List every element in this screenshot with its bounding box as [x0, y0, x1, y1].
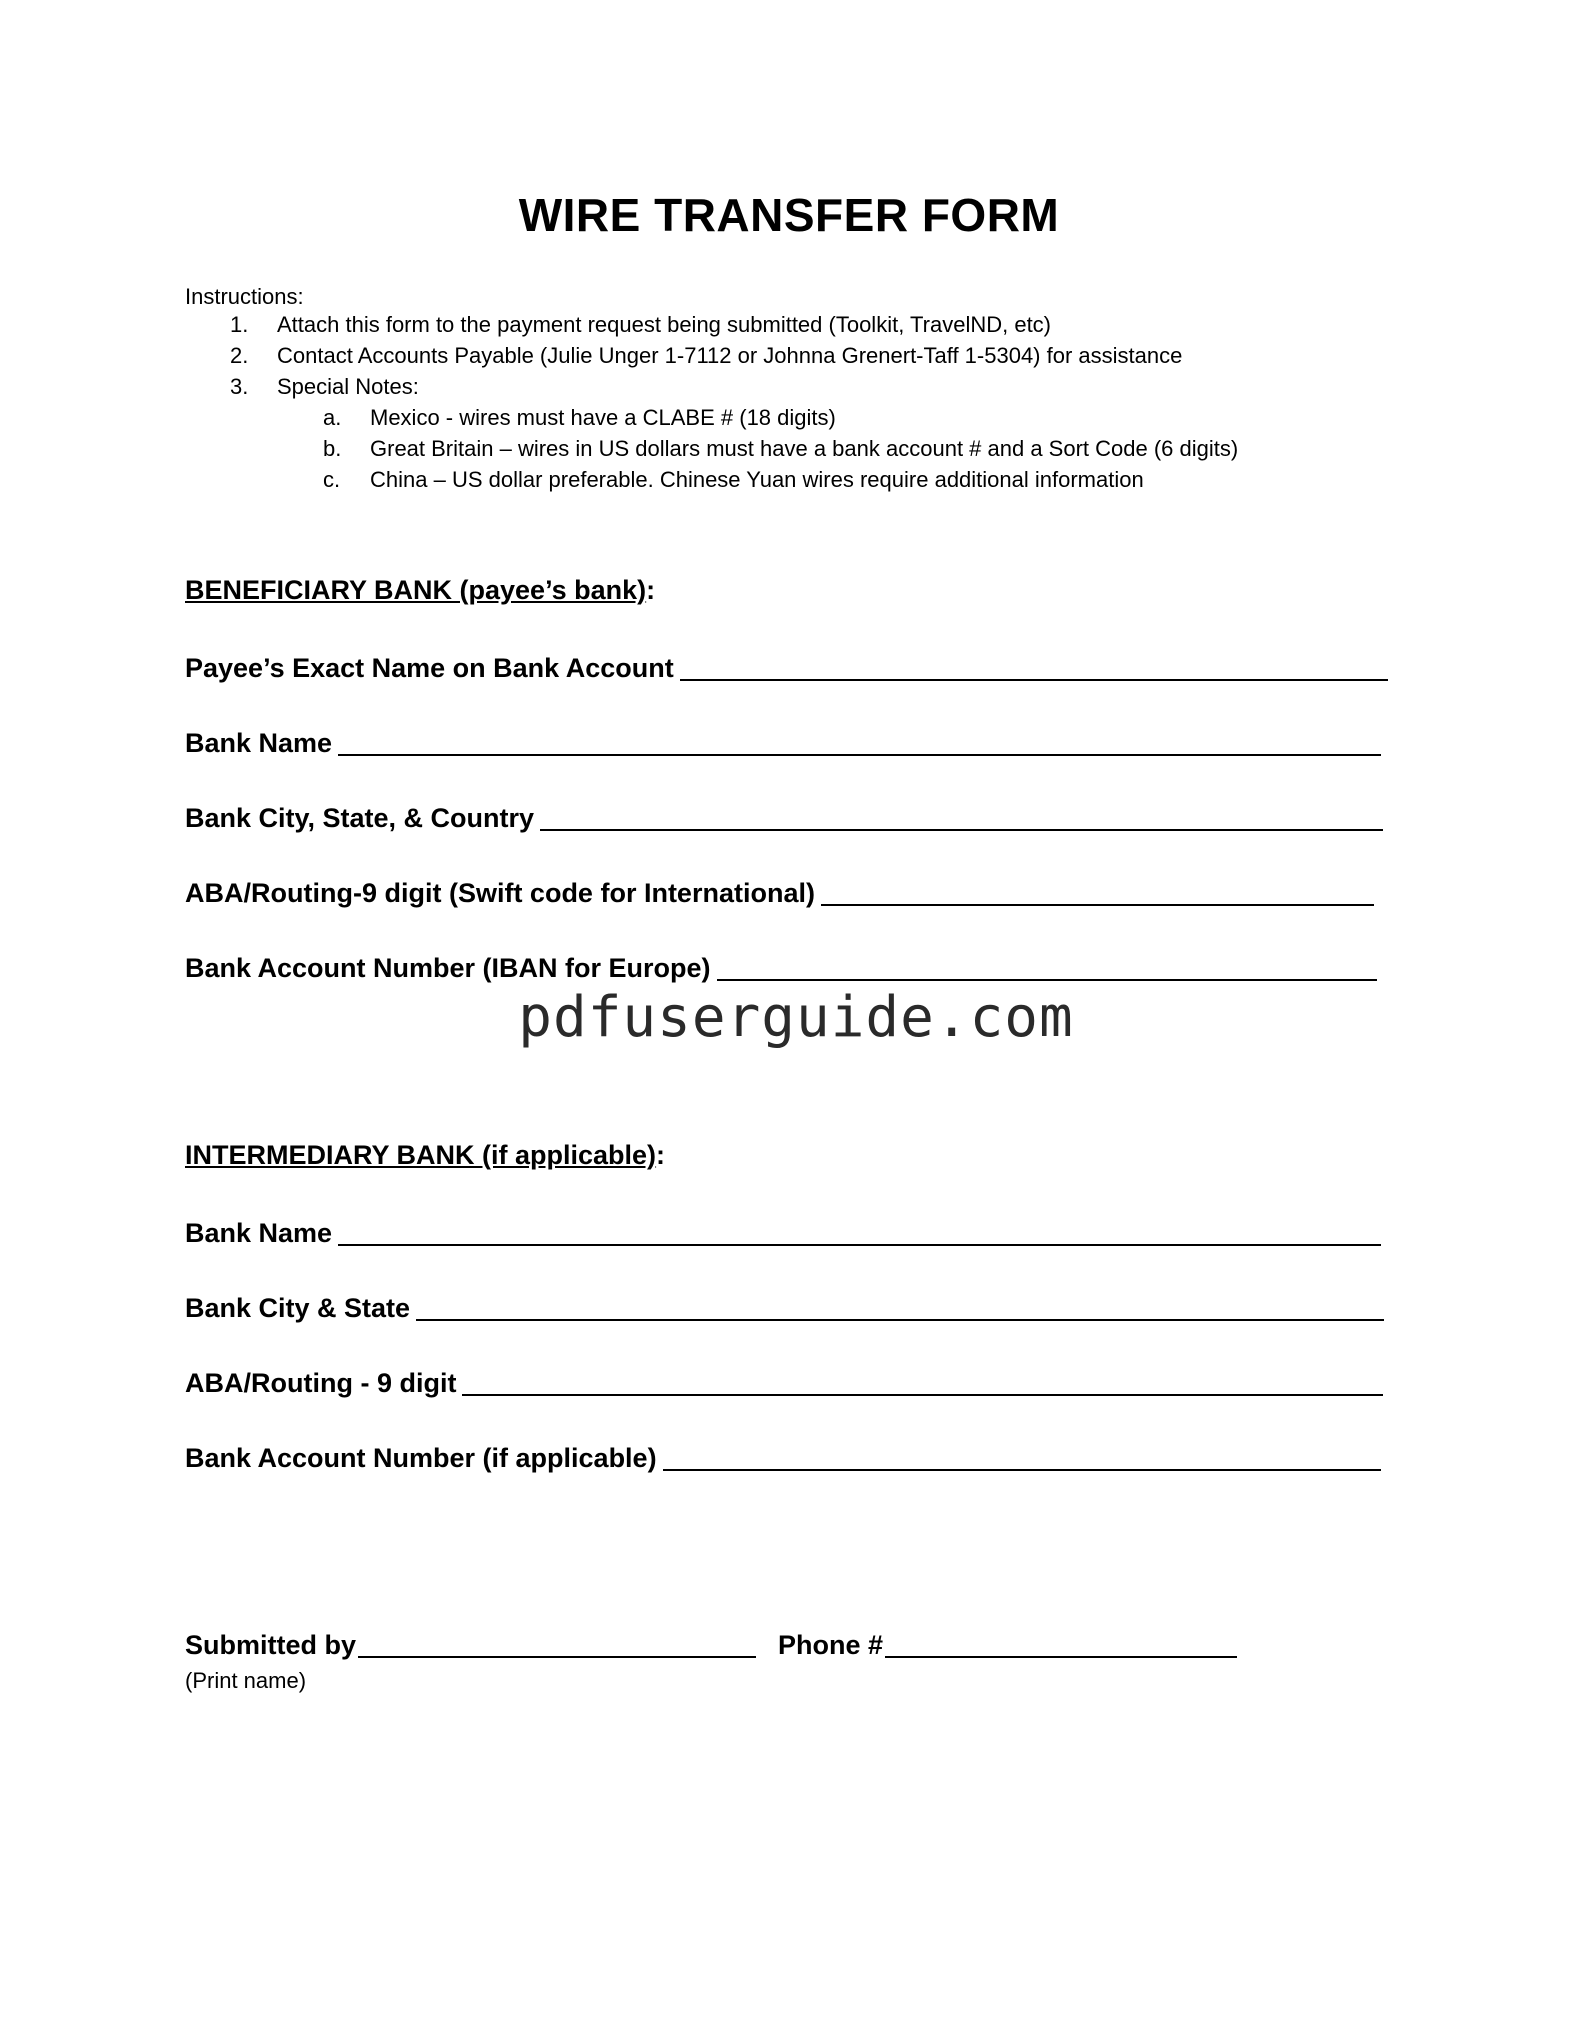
special-note-letter: c.	[323, 467, 341, 492]
phone-field[interactable]	[778, 1627, 1237, 1661]
intermediary-bank-location-field[interactable]	[185, 1290, 1384, 1324]
bank-location-line[interactable]	[416, 1293, 1384, 1321]
submitted-by-label: Submitted by	[185, 1630, 357, 1660]
bank-name-line[interactable]	[338, 1218, 1381, 1246]
instructions-heading: Instructions:	[185, 284, 304, 309]
intermediary-bank-name-field[interactable]	[185, 1215, 1381, 1249]
routing-line[interactable]	[462, 1368, 1383, 1396]
heading-colon: :	[646, 575, 656, 605]
routing-line[interactable]	[821, 878, 1374, 906]
instruction-item: Attach this form to the payment request being submitted (Toolkit, TravelND, etc)	[277, 312, 1052, 337]
payee-name-label: Payee’s Exact Name on Bank Account	[185, 653, 674, 683]
instruction-item: Contact Accounts Payable (Julie Unger 1-7112 or Johnna Grenert-Taff 1-5304) for assistance	[277, 343, 1183, 368]
intermediary-routing-field[interactable]	[185, 1365, 1383, 1399]
phone-label: Phone #	[778, 1630, 884, 1660]
beneficiary-routing-field[interactable]	[185, 875, 1374, 909]
beneficiary-heading-text: BENEFICIARY BANK (payee’s bank)	[185, 575, 647, 605]
phone-line[interactable]	[885, 1630, 1237, 1658]
beneficiary-account-field[interactable]	[185, 950, 1377, 984]
beneficiary-heading	[185, 575, 655, 606]
account-label: Bank Account Number (if applicable)	[185, 1443, 657, 1473]
beneficiary-bank-name-field[interactable]	[185, 725, 1381, 759]
watermark-text: pdfuserguide.com	[518, 985, 1074, 1050]
account-label: Bank Account Number (IBAN for Europe)	[185, 953, 711, 983]
routing-label: ABA/Routing - 9 digit	[185, 1368, 457, 1398]
instruction-item: Special Notes:	[277, 374, 419, 399]
payee-name-line[interactable]	[680, 653, 1388, 681]
payee-name-field[interactable]	[185, 650, 1388, 684]
bank-location-line[interactable]	[540, 803, 1383, 831]
intermediary-account-field[interactable]	[185, 1440, 1381, 1474]
intermediary-heading-text: INTERMEDIARY BANK (if applicable)	[185, 1140, 657, 1170]
bank-name-line[interactable]	[338, 728, 1381, 756]
bank-name-label: Bank Name	[185, 728, 333, 758]
submitted-by-field[interactable]	[185, 1627, 756, 1661]
routing-label: ABA/Routing-9 digit (Swift code for International)	[185, 878, 815, 908]
bank-location-label: Bank City, State, & Country	[185, 803, 535, 833]
instruction-number: 3.	[230, 374, 249, 399]
account-line[interactable]	[663, 1443, 1381, 1471]
intermediary-heading	[185, 1140, 665, 1171]
instruction-number: 2.	[230, 343, 249, 368]
bank-name-label: Bank Name	[185, 1218, 333, 1248]
special-note-letter: b.	[323, 436, 342, 461]
special-note-letter: a.	[323, 405, 342, 430]
print-name-note: (Print name)	[185, 1668, 307, 1693]
special-note: Great Britain – wires in US dollars must have a bank account # and a Sort Code (6 digits)	[370, 436, 1239, 461]
form-title: WIRE TRANSFER FORM	[518, 189, 1060, 241]
heading-colon: :	[656, 1140, 666, 1170]
submitted-by-line[interactable]	[358, 1630, 756, 1658]
instruction-number: 1.	[230, 312, 249, 337]
account-line[interactable]	[717, 953, 1377, 981]
special-note: Mexico - wires must have a CLABE # (18 digits)	[370, 405, 836, 430]
beneficiary-bank-location-field[interactable]	[185, 800, 1383, 834]
special-note: China – US dollar preferable. Chinese Yuan wires require additional information	[370, 467, 1144, 492]
bank-location-label: Bank City & State	[185, 1293, 411, 1323]
